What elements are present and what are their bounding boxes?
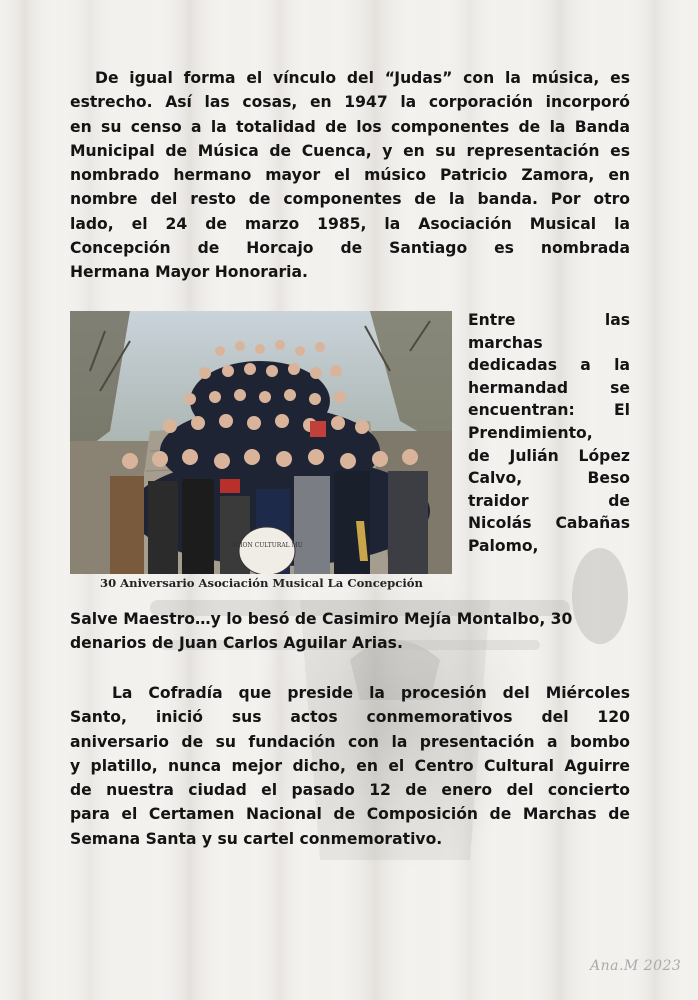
side-text-word: Prendimiento, xyxy=(468,423,593,442)
text-line: nombrado hermano mayor el músico Patricio Zamora, en xyxy=(70,166,630,185)
marches-paragraph-continued xyxy=(70,607,630,656)
side-text-word: Entre xyxy=(468,311,516,329)
side-text-line xyxy=(468,445,630,468)
text-line: nombre del resto de componentes de la banda. Por otro xyxy=(70,190,630,209)
side-text-word: marchas xyxy=(468,333,543,352)
side-text-word: las xyxy=(604,311,630,329)
band-group-photo xyxy=(70,311,452,574)
side-text-word: López xyxy=(578,446,630,465)
anniversary-paragraph xyxy=(70,681,630,851)
side-text-line xyxy=(468,535,630,558)
text-line: para el Certamen Nacional de Composición de Marchas de xyxy=(70,805,630,824)
text-line: Municipal de Música de Cuenca, y en su representación es xyxy=(70,141,630,160)
side-text-word: encuentran: xyxy=(468,401,575,420)
side-text-word: de xyxy=(608,491,630,510)
text-line: De igual forma el vínculo del “Judas” con la música, es xyxy=(95,69,630,87)
text-line: aniversario de su fundación con la presentación a bombo xyxy=(70,732,630,751)
text-line: La Cofradía que preside la procesión del Miércoles xyxy=(112,684,630,702)
intro-paragraph xyxy=(70,66,630,285)
side-text-line xyxy=(468,490,630,513)
banner-text: ACION CULTURAL MU xyxy=(231,542,303,549)
side-text-word: la xyxy=(614,356,630,375)
text-line: y platillo, nunca mejor dicho, en el Centro Cultural Aguirre xyxy=(70,756,630,775)
photo-caption: 30 Aniversario Asociación Musical La Concepción xyxy=(100,576,423,590)
side-text-line xyxy=(468,512,630,535)
side-text-line xyxy=(468,467,630,490)
text-line: estrecho. Así las cosas, en 1947 la corporación incorporó xyxy=(70,93,630,112)
artist-signature: Ana.M 2023 xyxy=(590,958,682,974)
text-line: Santo, inició sus actos conmemorativos del 120 xyxy=(70,708,630,727)
side-text-word: hermandad xyxy=(468,378,569,397)
side-text-word: Calvo, xyxy=(468,469,523,488)
text-line: denarios de Juan Carlos Aguilar Arias. xyxy=(70,634,403,653)
side-text-word: a xyxy=(580,356,591,375)
side-text-word: de xyxy=(468,446,490,465)
side-text-word: traidor xyxy=(468,491,529,510)
side-text-word: Cabañas xyxy=(555,514,630,533)
text-line: en su censo a la totalidad de los componentes de la Banda xyxy=(70,117,630,136)
side-text-line xyxy=(468,354,630,377)
side-column-text xyxy=(468,309,630,558)
side-text-line xyxy=(468,377,630,400)
text-line: de nuestra ciudad el pasado 12 de enero del concierto xyxy=(70,781,630,800)
text-line: Hermana Mayor Honoraria. xyxy=(70,263,308,282)
text-line: Salve Maestro…y lo besó de Casimiro Mejía Montalbo, 30 xyxy=(70,610,573,628)
side-text-word: Julián xyxy=(509,446,559,465)
side-text-line xyxy=(468,399,630,422)
side-text-word: se xyxy=(610,378,630,397)
text-line: Semana Santa y su cartel conmemorativo. xyxy=(70,829,443,848)
text-line: Concepción de Horcajo de Santiago es nombrada xyxy=(70,239,630,258)
side-text-word: Beso xyxy=(587,469,630,488)
side-text-line xyxy=(468,332,630,355)
side-text-word: Nicolás xyxy=(468,514,532,533)
side-text-line xyxy=(468,422,630,445)
side-text-word: dedicadas xyxy=(468,356,557,375)
text-line: lado, el 24 de marzo 1985, la Asociación Musical la xyxy=(70,214,630,233)
side-text-word: Palomo, xyxy=(468,536,539,555)
side-text-word: El xyxy=(614,401,630,420)
side-text-line xyxy=(468,309,630,332)
